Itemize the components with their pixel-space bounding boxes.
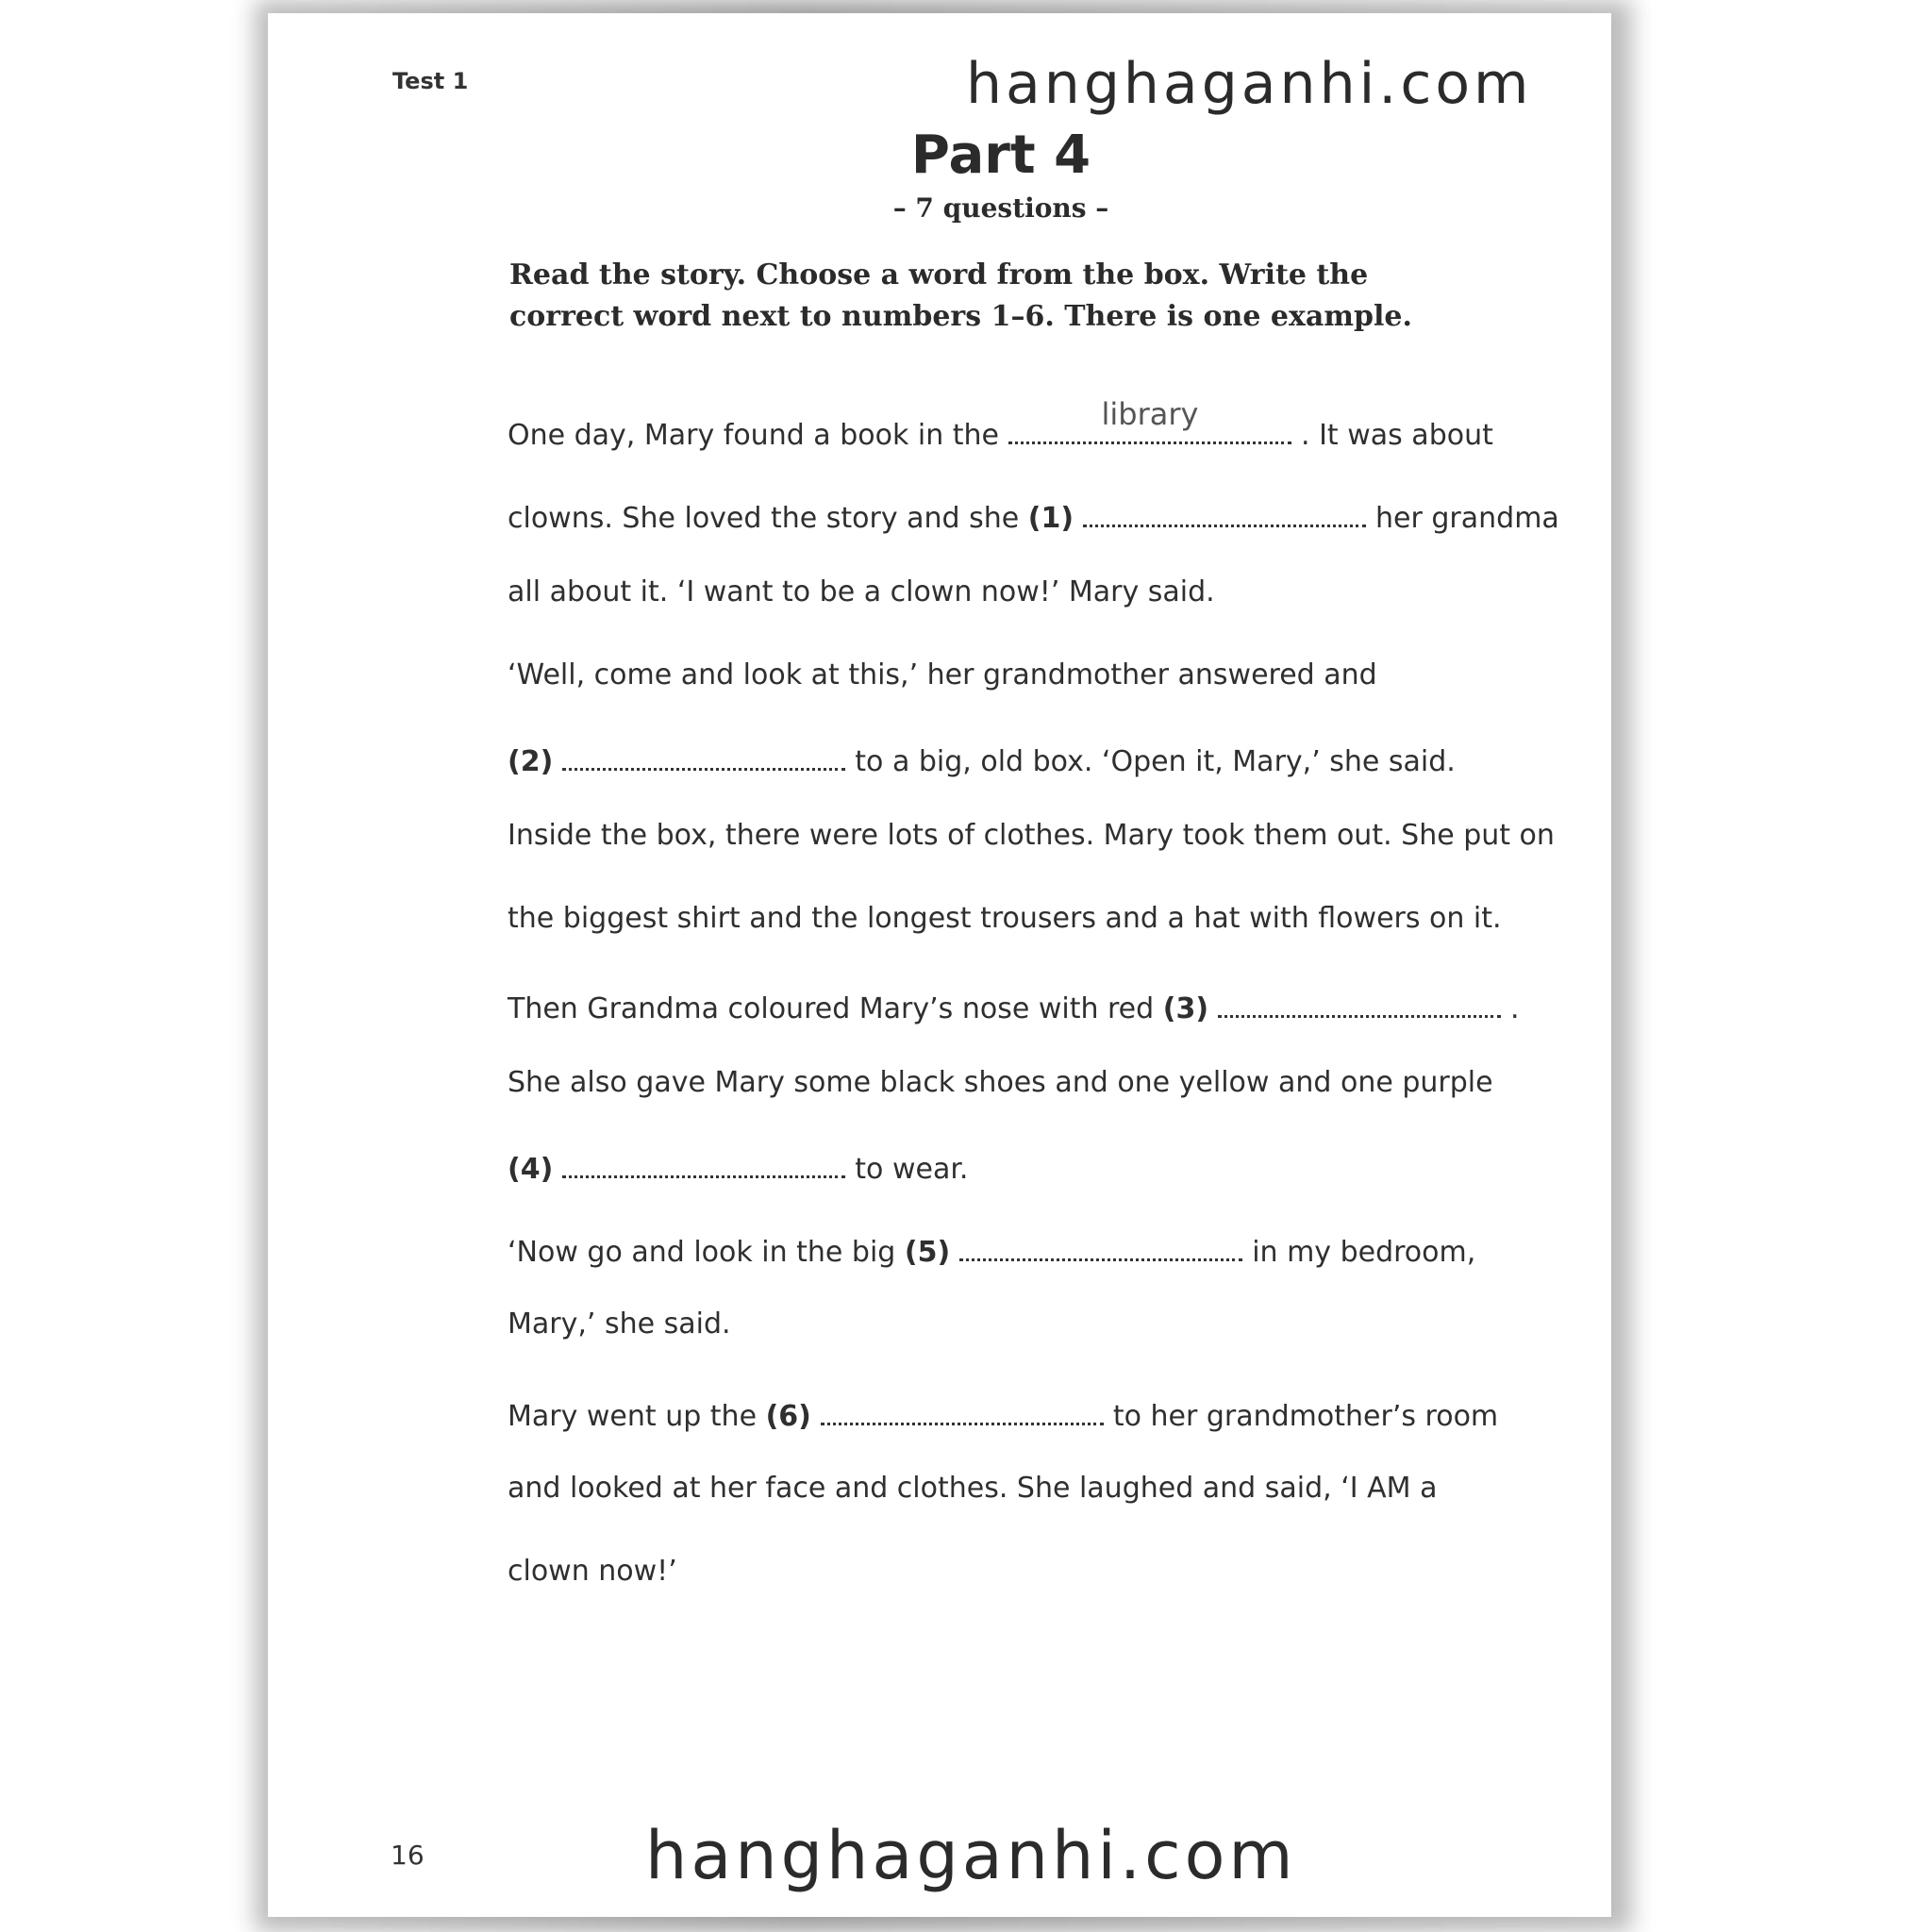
story-line-9: She also gave Mary some black shoes and one yellow and one purple bbox=[508, 1066, 1493, 1099]
answer-blank-5[interactable] bbox=[959, 1226, 1242, 1261]
instructions: Read the story. Choose a word from the box. Write the correct word next to numbers 1–6. There is one example. bbox=[509, 258, 1412, 333]
story-text: clowns. She loved the story and she bbox=[508, 502, 1020, 535]
story-text: her grandma bbox=[1375, 502, 1559, 535]
story-line-6: Inside the box, there were lots of clothes. Mary took them out. She put on bbox=[508, 819, 1555, 852]
story-text: in my bedroom, bbox=[1252, 1236, 1476, 1269]
test-label: Test 1 bbox=[392, 68, 469, 94]
question-number: (3) bbox=[1162, 992, 1209, 1025]
answer-blank-4[interactable] bbox=[562, 1143, 845, 1178]
answer-blank-3[interactable] bbox=[1218, 983, 1501, 1018]
story-line-1 bbox=[508, 396, 1493, 452]
story-line-7: the biggest shirt and the longest trousers and a hat with flowers on it. bbox=[508, 902, 1502, 935]
page-number: 16 bbox=[391, 1840, 425, 1871]
question-number: (6) bbox=[765, 1400, 811, 1433]
story-line-8 bbox=[508, 983, 1520, 1025]
story-text: One day, Mary found a book in the bbox=[508, 419, 999, 452]
story-line-15: clown now!’ bbox=[508, 1555, 677, 1588]
story-text: to her grandmother’s room bbox=[1112, 1400, 1499, 1433]
story-line-13 bbox=[508, 1391, 1498, 1433]
story-line-14: and looked at her face and clothes. She laughed and said, ‘I AM a bbox=[508, 1472, 1438, 1505]
watermark-bottom: hanghaganhi.com bbox=[645, 1817, 1297, 1894]
story-text: . bbox=[1510, 992, 1520, 1025]
story-line-10 bbox=[508, 1143, 968, 1186]
answer-blank-1[interactable] bbox=[1083, 492, 1366, 527]
story-text: to wear. bbox=[855, 1153, 969, 1186]
question-number: (5) bbox=[904, 1236, 951, 1269]
story-line-5 bbox=[508, 736, 1456, 778]
story-line-12: Mary,’ she said. bbox=[508, 1307, 731, 1341]
example-answer: library bbox=[1101, 396, 1199, 432]
story-text: Mary went up the bbox=[508, 1400, 758, 1433]
answer-blank-2[interactable] bbox=[562, 736, 845, 771]
worksheet-page bbox=[268, 13, 1611, 1917]
page-subtitle: – 7 questions – bbox=[892, 192, 1109, 224]
watermark-top: hanghaganhi.com bbox=[966, 51, 1533, 117]
story-text: ‘Now go and look in the big bbox=[508, 1236, 896, 1269]
story-text: to a big, old box. ‘Open it, Mary,’ she said. bbox=[855, 745, 1456, 778]
answer-blank-6[interactable] bbox=[821, 1391, 1104, 1425]
story-line-4: ‘Well, come and look at this,’ her grandmother answered and bbox=[508, 658, 1377, 691]
question-number: (1) bbox=[1027, 502, 1074, 535]
question-number: (2) bbox=[508, 745, 554, 778]
story-line-2 bbox=[508, 492, 1559, 535]
story-text: Then Grandma coloured Mary’s nose with red bbox=[508, 992, 1155, 1025]
page-title: Part 4 bbox=[910, 125, 1091, 186]
question-number: (4) bbox=[508, 1153, 554, 1186]
example-blank bbox=[1008, 396, 1291, 444]
story-line-11 bbox=[508, 1226, 1475, 1269]
story-text: . It was about bbox=[1301, 419, 1493, 452]
story-line-3: all about it. ‘I want to be a clown now!’ Mary said. bbox=[508, 575, 1215, 608]
